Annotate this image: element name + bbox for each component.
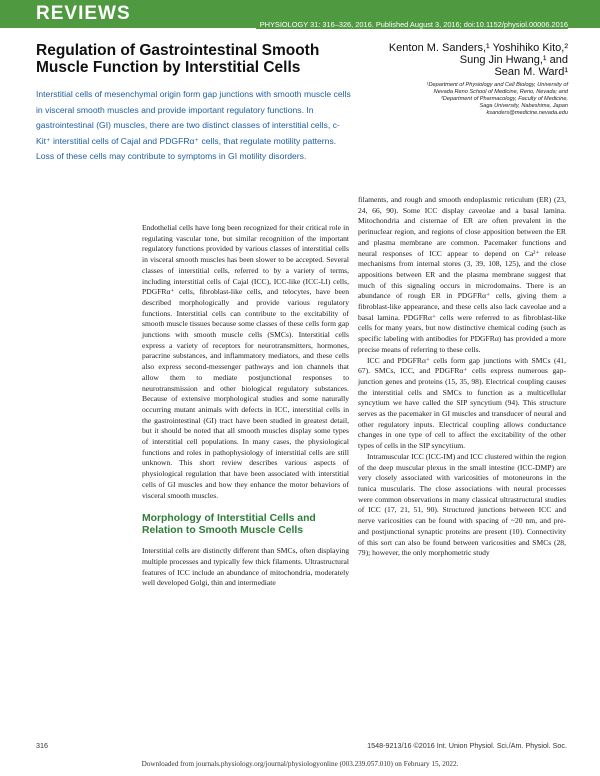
affiliations bbox=[328, 82, 568, 117]
affiliation-line: ¹Department of Physiology and Cell Biology, University of bbox=[426, 82, 568, 88]
body-column-right bbox=[358, 195, 566, 559]
body-paragraph: filaments, and rough and smooth endoplasmic reticulum (ER) (23, 24, 66, 90). Some ICC display caveolae and a basal lamina. Mitochondria and cisternae of ER are often prevalent in the perinuclear region, and regions of close apposition between the ER and plasma membrane are common. Pacemaker functions and neural responses of ICC appear to depend on Ca²⁺ release mechanisms from internal stores (3, 39, 108, 125), and the close appositions between ER and the plasma membrane suggest that much of this signaling occurs in microdomains. There is an abundance of rough ER in PDGFRα⁺ cells, giving them a fibroblast-like appearance, and these cells also lack caveolae and a basal lamina. PDGFRα⁺ cells were referred to as fibroblast-like cells for many years, but now distinctive chemical coding (such as specific labeling with antibodies for PDGFRα) has provided a more precise means of referring to these cells. bbox=[358, 195, 566, 354]
article-title: Regulation of Gastrointestinal Smooth Muscle Function by Interstitial Cells bbox=[36, 42, 320, 76]
body-column-left bbox=[142, 223, 349, 589]
download-notice: Downloaded from journals.physiology.org/journal/physiologyonline (003.239.057.010) on February 15, 2022. bbox=[141, 760, 459, 768]
abstract: Interstitial cells of mesenchymal origin form gap junctions with smooth muscle cells in visceral smooth muscles and provide important regulatory functions. In gastrointestinal (GI) muscles, there are two distinct classes of interstitial cells, c-Kit⁺ interstitial cells of Cajal and PDGFRα⁺ cells, that regulate motility patterns. Loss of these cells may contribute to symptoms in GI motility disorders. bbox=[36, 89, 351, 162]
section-label: REVIEWS bbox=[36, 3, 131, 24]
body-paragraph: Endothelial cells have long been recognized for their critical role in regulating vascular tone, but similar recognition of the important regulatory functions provided by various classes of interstitial cells in visceral smooth muscles has been slower to be accepted. Several classes of interstitial cells, referred to by a variety of terms, including interstitial cells of Cajal (ICC), ICC-like (ICC-LI) cells, PDGFRα⁺ cells, fibroblast-like cells, and telocytes, have been described morphologically and provide various regulatory functions. Interstitial cells can contribute to the excitability of smooth muscle tissues because some classes of these cells form gap junctions with smooth muscle cells (SMCs). Interstitial cells express a variety of receptors for neurotransmitters, hormones, paracrine substances, and inflammatory mediators, and these cells also express second-messenger pathways and ion channels that allow them to mediate postjunctional responses to neurotransmission and other biological regulatory substances. Because of extensive morphological studies and some naturally occurring mutant animals with defects in ICC, interstitial cells in the gastrointestinal (GI) tract have been studied in greatest detail, but it should be noted that all smooth muscles display some types of interstitial cell populations. In many cases, the physiological functions and roles in pathophysiology of interstitial cells are still unknown. This short review describes various aspects of physiological regulation that have been associated with interstitial cells of GI muscles and how they enhance the motor behaviors of visceral smooth muscles. bbox=[142, 223, 349, 500]
author-line: Sean M. Ward¹ bbox=[494, 66, 568, 79]
section-heading: Morphology of Interstitial Cells and Relation to Smooth Muscle Cells bbox=[142, 513, 316, 536]
affiliation-line: Nevada Reno School of Medicine, Reno, Nevada; and bbox=[433, 89, 568, 95]
body-paragraph: Interstitial cells are distinctly different than SMCs, often displaying multiple processes and typically few thick filaments. Ultrastructural features of ICC include an abundance of mitochondria, moderately well developed Golgi, thin and intermediate bbox=[142, 546, 349, 588]
body-paragraph: ICC and PDGFRα⁺ cells form gap junctions with SMCs (41, 67). SMCs, ICC, and PDGFRα⁺ cells express numerous gap-junction genes and proteins (15, 35, 98). Electrical coupling causes the interstitial cells and SMCs to function as a multicellular syncytium we have called the SIP syncytium (94). This structure serves as the pacemaker in GI muscles and transducer of neural and other regulatory inputs. Electrical coupling allows conductance changes in one type of cell to affect the excitability of the other types of cells in the SIP syncytium. bbox=[358, 355, 566, 451]
journal-citation: PHYSIOLOGY 31: 316–326, 2016. Published August 3, 2016; doi:10.1152/physiol.00006.2016 bbox=[256, 20, 568, 29]
body-paragraph: Intramuscular ICC (ICC-IM) and ICC clustered within the region of the deep muscular plexus in the small intestine (ICC-DMP) are very closely associated with varicosities of motoneurons in the tunica muscularis. The close associations with neural processes were common observations in many classical ultrastructural studies of ICC (17, 21, 51, 90). Structured junctions between ICC and nerve varicosities can be found with spacing of ~20 nm, and pre- and postjunctional synaptic proteins are present (10). Connectivity of this sort can also be found between varicosities and SMCs (28, 79); however, the only morphometric study bbox=[358, 451, 566, 558]
author-line: Sung Jin Hwang,¹ and bbox=[459, 54, 568, 67]
copyright-line: 1548-9213/16 ©2016 Int. Union Physiol. Sci./Am. Physiol. Soc. bbox=[367, 741, 567, 750]
author-list bbox=[338, 42, 568, 79]
author-line: Kenton M. Sanders,¹ Yoshihiko Kito,² bbox=[388, 42, 568, 54]
contact-email[interactable]: ksanders@medicine.nevada.edu bbox=[486, 110, 568, 116]
affiliation-line: ²Department of Pharmacology, Faculty of Medicine, bbox=[440, 96, 568, 102]
page-number: 316 bbox=[36, 741, 48, 750]
affiliation-line: Saga University, Nabeshima, Japan bbox=[479, 103, 568, 109]
